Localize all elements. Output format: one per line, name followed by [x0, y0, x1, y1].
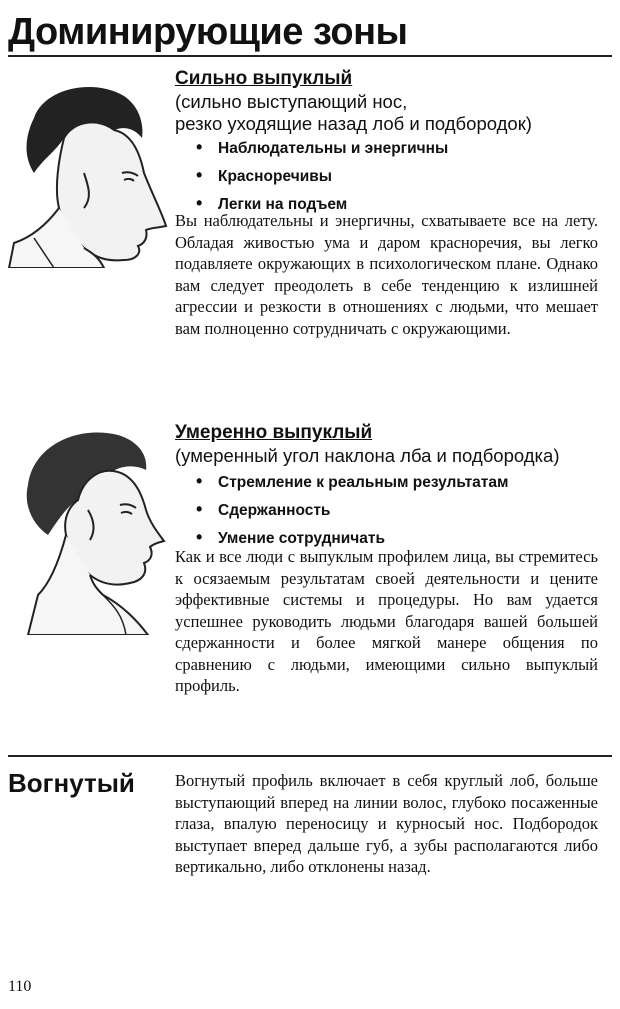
- profile-illustration-1: [4, 78, 169, 268]
- concave-heading: Вогнутый: [8, 768, 135, 798]
- portrait-moderately-convex: [8, 425, 168, 635]
- trait-item: • Легки на подъем: [196, 190, 448, 218]
- portrait-strongly-convex: [4, 78, 169, 268]
- trait-item: • Наблюдательны и энергичны: [196, 134, 448, 162]
- section-paragraph: Как и все люди с выпуклым профилем лица, вы стремитесь к осязаемым результатам своей деятельности и цените эффективные системы и процедуры. Но вам удается успешнее руководить людьми благодаря вашей большей сдержанности и более мягкой манере общения по сравнению с людьми, имеющими сильно выпуклый профиль.: [175, 547, 598, 695]
- trait-list: [196, 468, 508, 552]
- page-title: Доминирующие зоны: [8, 11, 408, 53]
- section-subtitle-line-1: (сильно выступающий нос,: [175, 91, 408, 112]
- section-heading-strongly-convex: Сильно выпуклый: [175, 68, 353, 89]
- trait-list: [196, 134, 448, 218]
- section-divider: [8, 755, 612, 757]
- section-subtitle-line-1: (умеренный угол наклона лба и подбородка): [175, 445, 560, 466]
- trait-item: • Умение сотрудничать: [196, 524, 508, 552]
- profile-illustration-2: [8, 425, 168, 635]
- trait-item: • Красноречивы: [196, 162, 448, 190]
- section-subtitle-line-2: резко уходящие назад лоб и подбородок): [175, 113, 532, 134]
- section-heading-moderately-convex: Умеренно выпуклый: [175, 422, 373, 443]
- trait-item: • Стремление к реальным результатам: [196, 468, 508, 496]
- concave-paragraph: Вогнутый профиль включает в себя круглый лоб, больше выступающий вперед на линии волос, глубоко посаженные глаза, впалую переносицу и курносый нос. Подбородок выступает вперед дальше губ, а зубы располагаются либо вертикально, либо отклонены назад.: [175, 771, 598, 876]
- trait-item: • Сдержанность: [196, 496, 508, 524]
- title-divider: [8, 55, 612, 57]
- page-number: 110: [8, 978, 32, 995]
- section-paragraph: Вы наблюдательны и энергичны, схватываете все на лету. Обладая живостью ума и даром красноречия, вы легко подавляете окружающих в психологическом плане. Однако вам следует преодолеть в себе тенденцию к излишней агрессии и резкости в отношениях с людьми, что мешает вам полноценно сотрудничать с окружающими.: [175, 211, 598, 338]
